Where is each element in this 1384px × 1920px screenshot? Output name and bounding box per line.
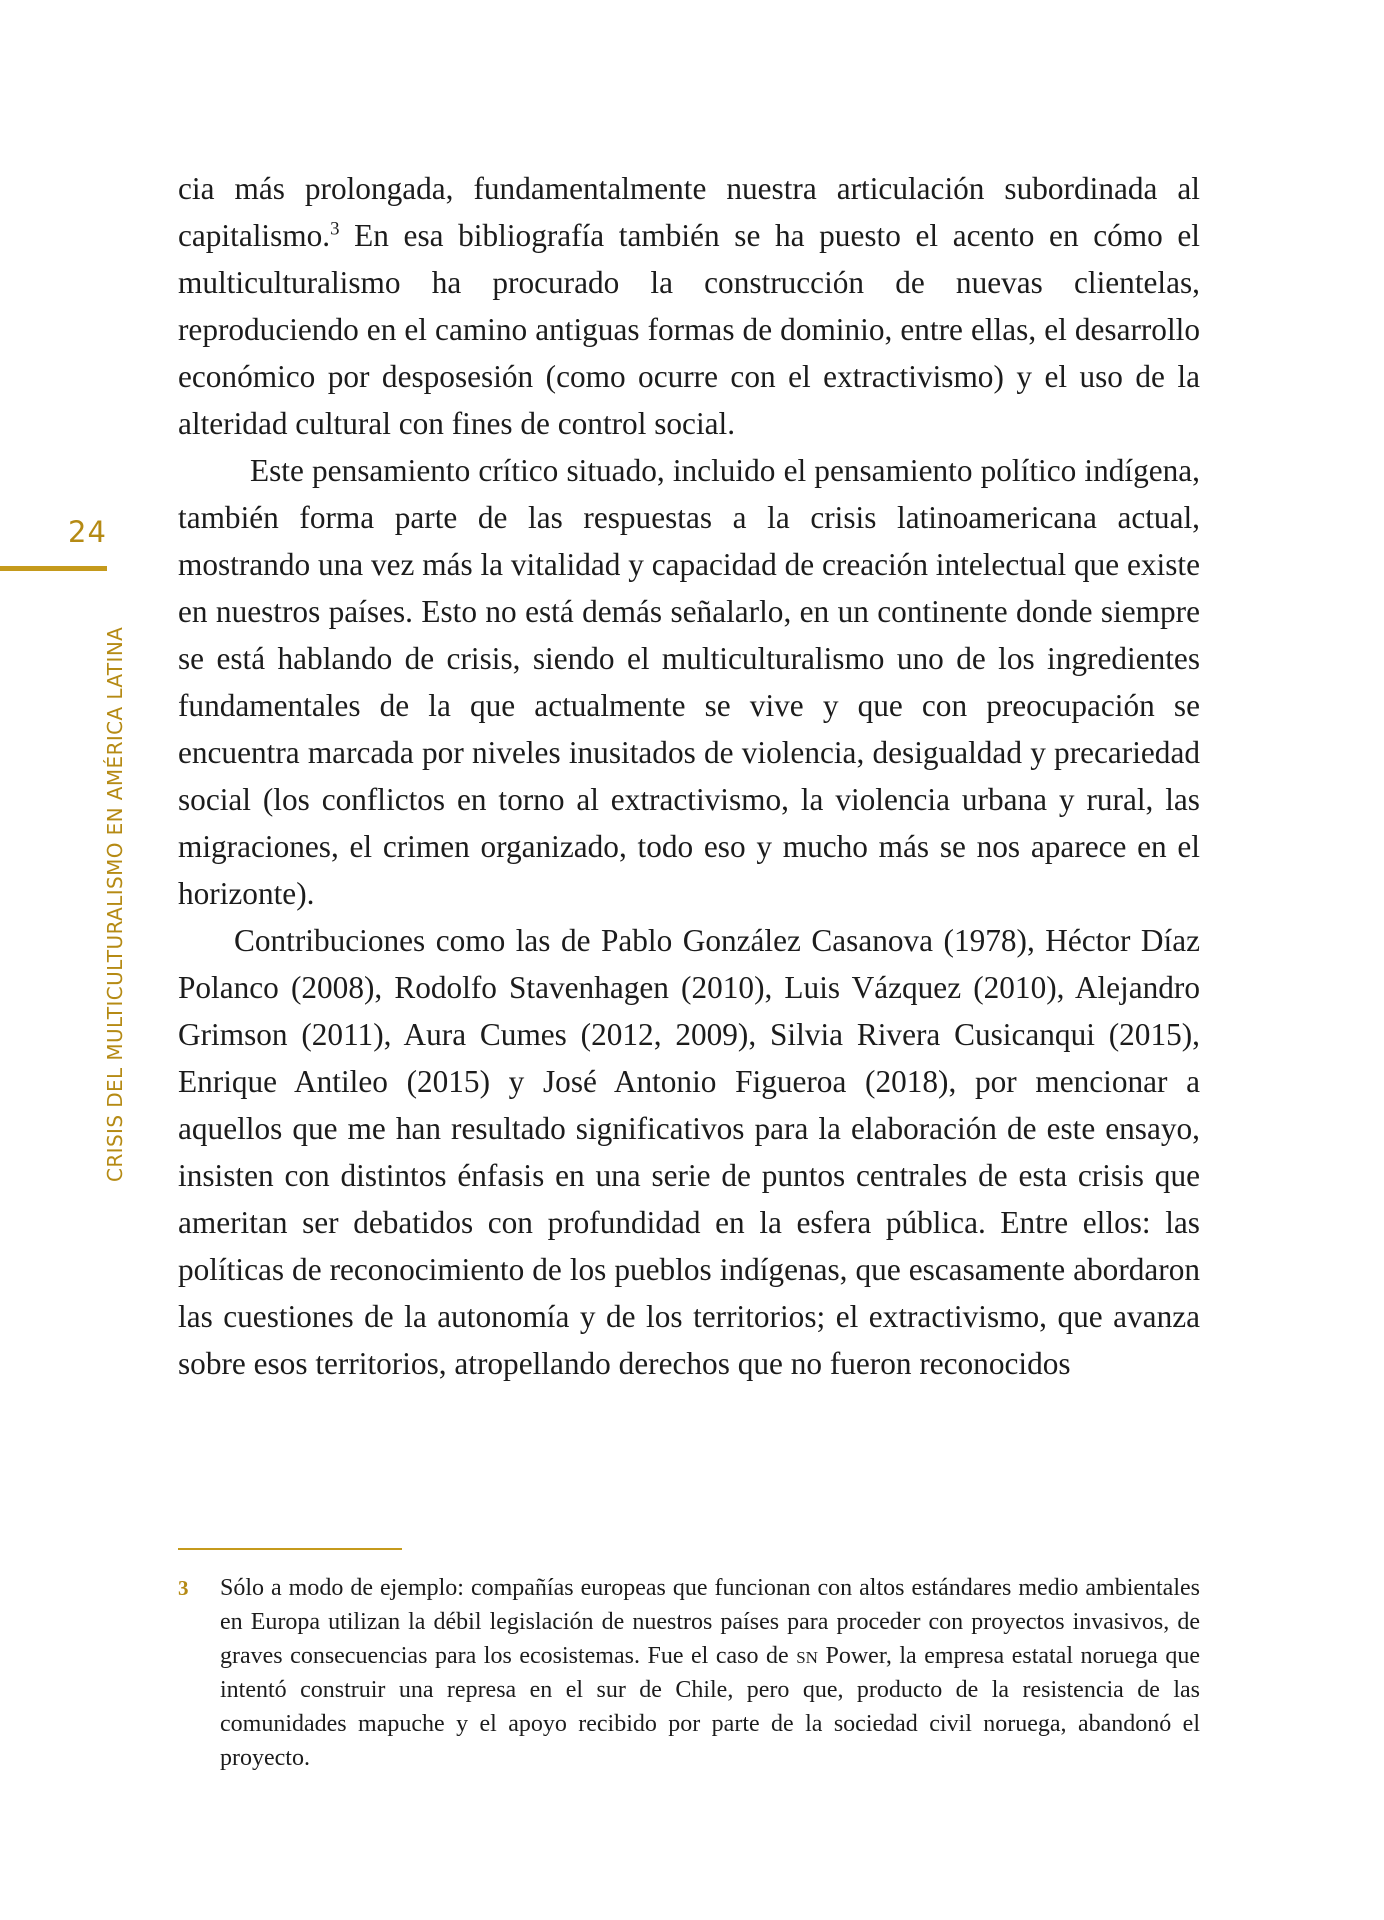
footnote-rule bbox=[178, 1548, 402, 1550]
side-rule bbox=[0, 566, 107, 571]
footnote-number: 3 bbox=[178, 1576, 189, 1600]
footnote-text bbox=[220, 1571, 1200, 1775]
paragraph-2: Este pensamiento crítico situado, incluido el pensamiento político indígena, también forma parte de las respuestas a la crisis latinoamericana actual, mostrando una vez más la vitalidad y capacidad de creación intelectual que existe en nuestros países. Esto no está demás señalarlo, en un continente donde siempre se está hablando de crisis, siendo el multiculturalismo uno de los ingredientes fundamentales de la que actualmente se vive y que con preocupación se encuentra marcada por niveles inusitados de violencia, desigualdad y precariedad social (los conflictos en torno al extractivismo, la violencia urbana y rural, las migraciones, el crimen organizado, todo eso y mucho más se nos aparece en el horizonte). bbox=[178, 453, 1200, 911]
footnote-reference: 3 bbox=[330, 218, 340, 240]
body-text bbox=[178, 165, 1200, 1387]
paragraph-3: Contribuciones como las de Pablo González Casanova (1978), Héctor Díaz Polanco (2008), Rodolfo Stavenhagen (2010), Luis Vázquez (2010), Alejandro Grimson (2011), Aura Cumes (2012, 2009), Silvia Rivera Cusicanqui (2015), Enrique Antileo (2015) y José Antonio Figueroa (2018), por mencionar a aquellos que me han resultado significativos para la elaboración de este ensayo, insisten con distintos énfasis en una serie de puntos centrales de esta crisis que ameritan ser debatidos con profundidad en la esfera pública. Entre ellos: las políticas de reconocimiento de los pueblos indígenas, que escasamente abordaron las cuestiones de la autonomía y de los territorios; el extractivismo, que avanza sobre esos territorios, atropellando derechos que no fueron reconocidos bbox=[178, 923, 1200, 1381]
running-head: CRISIS DEL MULTICULTURALISMO EN AMÉRICA LATINA bbox=[103, 626, 127, 1182]
paragraph-1 bbox=[178, 165, 1200, 447]
paragraph-1-text-end: En esa bibliografía también se ha puesto el acento en cómo el multiculturalismo ha procurado la construcción de nuevas clientelas, reproduciendo en el camino antiguas formas de dominio, entre ellas, el desarrollo económico por desposesión (como ocurre con el extractivismo) y el uso de la alteridad cultural con fines de control social. bbox=[178, 218, 1200, 441]
footnote-text-start: Sólo a modo de ejemplo: compañías europeas que funcionan con altos estándares medio ambientales en Europa utilizan la débil legislación de nuestros países para proceder con proyectos invasivos, de graves consecuencias para los ecosistemas. Fue el caso de bbox=[220, 1575, 1200, 1669]
footnote bbox=[178, 1571, 1200, 1775]
footnote-text-end: Power, la empresa estatal noruega que intentó construir una represa en el sur de Chile, pero que, producto de la resistencia de las comunidades mapuche y el apoyo recibido por parte de la sociedad civil noruega, abandonó el proyecto. bbox=[220, 1643, 1201, 1771]
paragraph-1-text-start: cia más prolongada, fundamentalmente nuestra articulación subordinada al capitalismo. bbox=[178, 171, 1200, 253]
page-number: 24 bbox=[68, 515, 107, 549]
footnote-small-caps: sn bbox=[796, 1643, 818, 1669]
